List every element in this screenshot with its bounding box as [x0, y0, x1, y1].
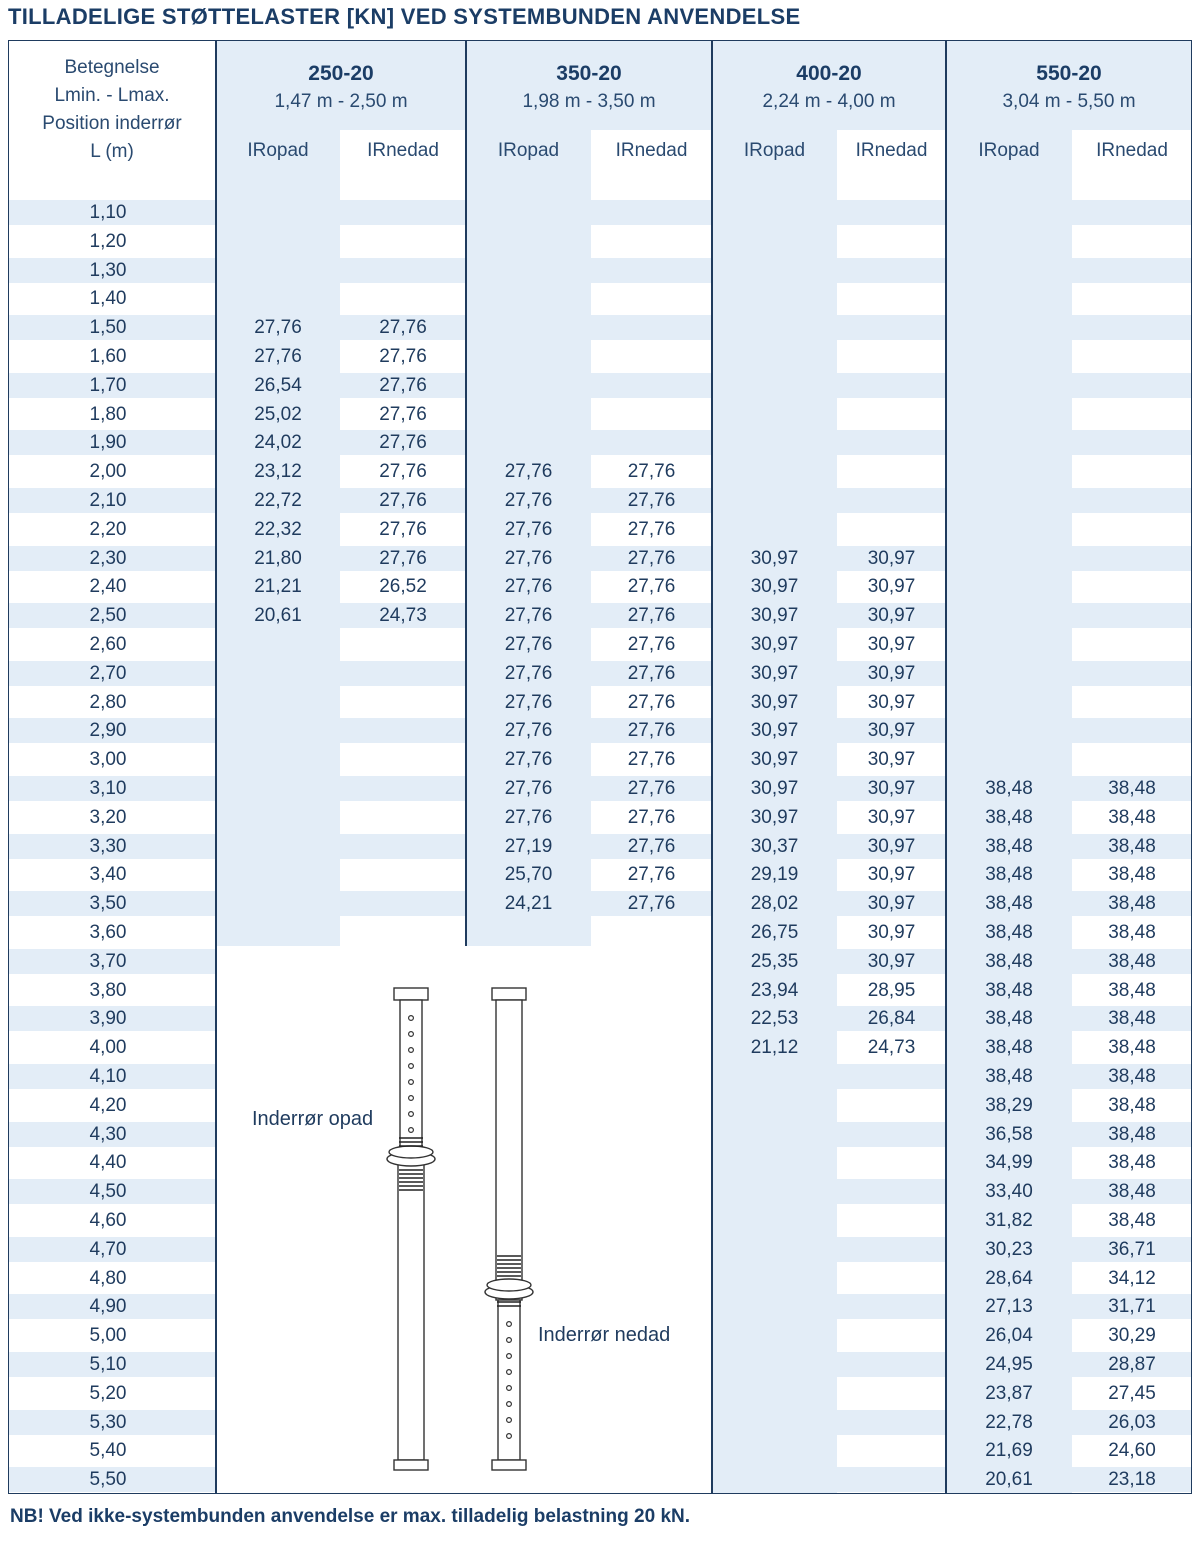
row-length-label: 4,10 — [89, 1066, 127, 1087]
load-value-cell: 34,99 — [985, 1152, 1033, 1174]
load-value-cell: 30,97 — [750, 634, 799, 655]
row-length-label: 1,70 — [89, 374, 127, 396]
row-length-label: 3,90 — [89, 1008, 127, 1030]
load-value-cell: 27,76 — [379, 518, 427, 540]
load-value-cell: 31,71 — [1108, 1296, 1156, 1318]
load-value-cell: 27,76 — [504, 576, 553, 598]
group-header-550 — [946, 60, 1192, 116]
load-value-cell: 27,76 — [379, 317, 427, 339]
row-length-label: 1,40 — [89, 288, 127, 310]
load-value-cell: 26,84 — [867, 1008, 916, 1030]
subheader-350-nedad: IRnedad — [615, 140, 688, 161]
load-value-cell: 27,76 — [379, 403, 427, 425]
load-value-cell: 38,48 — [1108, 1181, 1156, 1203]
load-value-cell: 21,21 — [254, 576, 302, 598]
row-length-label: 4,80 — [89, 1267, 127, 1289]
group-header-350 — [466, 60, 712, 116]
load-value-cell: 27,76 — [627, 864, 676, 886]
load-value-cell: 30,37 — [750, 835, 799, 857]
row-length-label: 3,10 — [89, 778, 127, 799]
row-length-label: 4,50 — [89, 1181, 127, 1203]
load-value-cell: 27,76 — [627, 461, 676, 483]
row-length-label: 2,20 — [89, 518, 127, 540]
row-length-label: 4,20 — [89, 1094, 127, 1116]
row-length-label: 3,50 — [89, 893, 127, 915]
row-length-label: 1,90 — [89, 432, 127, 454]
row-length-label: 1,60 — [89, 346, 127, 367]
load-value-cell: 30,97 — [750, 749, 799, 771]
load-value-cell: 30,97 — [750, 662, 799, 684]
prop-up-label: Inderrør opad — [252, 1108, 374, 1130]
load-value-cell: 28,95 — [867, 979, 916, 1001]
load-value-cell: 30,97 — [750, 576, 799, 598]
page-title: TILLADELIGE STØTTELASTER [KN] VED SYSTEMBUNDEN ANVENDELSE — [8, 4, 801, 29]
load-value-cell: 38,48 — [1108, 864, 1156, 886]
group-name: 250-20 — [308, 62, 374, 85]
group-header-400 — [712, 60, 946, 116]
load-value-cell: 21,80 — [254, 547, 302, 569]
group-range: 1,98 m - 3,50 m — [522, 91, 656, 112]
load-value-cell: 27,76 — [627, 835, 676, 857]
load-value-cell: 38,48 — [1108, 1008, 1156, 1030]
row-length-label: 3,30 — [89, 835, 127, 857]
load-value-cell: 27,76 — [504, 778, 553, 799]
load-value-cell: 38,48 — [1108, 806, 1156, 828]
load-value-cell: 26,04 — [985, 1325, 1033, 1347]
load-value-cell: 30,97 — [750, 547, 799, 569]
load-value-cell: 30,97 — [867, 605, 916, 627]
load-value-cell: 23,18 — [1108, 1469, 1156, 1491]
row-length-label: 3,70 — [89, 950, 127, 972]
load-value-cell: 31,82 — [985, 1210, 1033, 1231]
load-value-cell: 27,76 — [504, 720, 553, 742]
load-value-cell: 26,03 — [1108, 1411, 1156, 1433]
group-header-250 — [216, 60, 466, 116]
load-value-cell: 38,48 — [1108, 922, 1156, 943]
subheader-400-opad: IRopad — [743, 140, 806, 161]
load-value-cell: 38,48 — [985, 1037, 1033, 1059]
load-value-cell: 30,97 — [750, 806, 799, 828]
load-value-cell: 30,97 — [867, 720, 916, 742]
load-value-cell: 38,48 — [985, 864, 1033, 886]
row-length-label: 4,60 — [89, 1210, 127, 1231]
load-value-cell: 27,76 — [504, 461, 553, 483]
row-length-label: 2,00 — [89, 461, 127, 483]
row-length-label: 2,40 — [89, 576, 127, 598]
load-value-cell: 38,48 — [985, 778, 1033, 799]
load-value-cell: 22,72 — [254, 490, 302, 511]
load-value-cell: 25,02 — [254, 403, 302, 425]
load-value-cell: 22,78 — [985, 1411, 1033, 1433]
load-value-cell: 30,23 — [985, 1238, 1033, 1260]
load-value-cell: 29,19 — [750, 864, 799, 886]
load-value-cell: 28,64 — [985, 1267, 1033, 1289]
load-value-cell: 27,76 — [627, 605, 676, 627]
load-value-cell: 27,76 — [504, 490, 553, 511]
load-value-cell: 27,76 — [627, 778, 676, 799]
load-value-cell: 27,76 — [504, 662, 553, 684]
load-value-cell: 38,48 — [1108, 835, 1156, 857]
load-value-cell: 27,76 — [627, 662, 676, 684]
load-value-cell: 27,76 — [627, 749, 676, 771]
load-value-cell: 38,48 — [1108, 1037, 1156, 1059]
load-value-cell: 30,97 — [867, 547, 916, 569]
load-value-cell: 27,76 — [627, 547, 676, 569]
load-value-cell: 38,48 — [1108, 1210, 1156, 1231]
load-value-cell: 30,97 — [867, 806, 916, 828]
group-name: 350-20 — [556, 62, 622, 85]
load-value-cell: 21,69 — [985, 1440, 1033, 1462]
load-value-cell: 27,76 — [254, 346, 302, 367]
row-length-label: 3,40 — [89, 864, 127, 886]
load-value-cell: 30,97 — [867, 950, 916, 972]
load-value-cell: 27,76 — [627, 576, 676, 598]
row-length-label: 1,10 — [89, 202, 127, 223]
load-value-cell: 24,60 — [1108, 1440, 1156, 1462]
load-value-cell: 27,76 — [627, 518, 676, 540]
row-length-label: 2,70 — [89, 662, 127, 684]
group-name: 550-20 — [1036, 62, 1102, 85]
row-length-label: 4,30 — [89, 1123, 127, 1145]
load-value-cell: 24,73 — [379, 605, 427, 627]
row-label-line: Lmin. - Lmax. — [54, 85, 170, 106]
load-value-cell: 38,48 — [985, 979, 1033, 1001]
load-value-cell: 27,19 — [504, 835, 553, 857]
load-value-cell: 24,95 — [985, 1354, 1033, 1375]
load-value-cell: 33,40 — [985, 1181, 1033, 1203]
group-range: 2,24 m - 4,00 m — [762, 91, 896, 112]
load-value-cell: 27,76 — [504, 634, 553, 655]
load-value-cell: 26,52 — [379, 576, 427, 598]
load-value-cell: 27,76 — [627, 720, 676, 742]
load-value-cell: 38,48 — [1108, 1066, 1156, 1087]
load-value-cell: 38,48 — [985, 1066, 1033, 1087]
load-value-cell: 26,75 — [750, 922, 799, 943]
row-label-header — [8, 54, 216, 166]
row-length-label: 1,80 — [89, 403, 127, 425]
subheader-250-nedad: IRnedad — [367, 140, 439, 161]
load-value-cell: 30,29 — [1108, 1325, 1156, 1347]
load-value-cell: 21,12 — [750, 1037, 799, 1059]
subheader-350-opad: IRopad — [497, 140, 560, 161]
load-value-cell: 27,76 — [504, 691, 553, 713]
load-value-cell: 36,71 — [1108, 1238, 1156, 1260]
row-length-label: 2,90 — [89, 720, 127, 742]
load-value-cell: 28,87 — [1108, 1354, 1156, 1375]
load-value-cell: 38,48 — [985, 893, 1033, 915]
load-value-cell: 27,76 — [379, 461, 427, 483]
load-value-cell: 36,58 — [985, 1123, 1033, 1145]
load-value-cell: 26,54 — [254, 374, 302, 396]
row-label-line: Betegnelse — [64, 57, 160, 78]
load-value-cell: 30,97 — [750, 720, 799, 742]
load-value-cell: 38,48 — [985, 835, 1033, 857]
load-value-cell: 38,48 — [985, 1008, 1033, 1030]
load-value-cell: 27,76 — [379, 346, 427, 367]
load-value-cell: 30,97 — [867, 835, 916, 857]
load-value-cell: 38,48 — [1108, 950, 1156, 972]
load-value-cell: 30,97 — [750, 691, 799, 713]
row-length-label: 5,50 — [89, 1469, 127, 1491]
row-length-label: 5,10 — [89, 1354, 127, 1375]
row-length-label: 3,00 — [89, 749, 127, 771]
prop-inner-tube-down-illustration — [476, 984, 556, 1474]
load-value-cell: 27,76 — [627, 490, 676, 511]
load-value-cell: 30,97 — [867, 778, 916, 799]
row-length-label: 5,20 — [89, 1382, 127, 1404]
group-range: 3,04 m - 5,50 m — [1002, 91, 1136, 112]
row-length-label: 5,30 — [89, 1411, 127, 1433]
prop-down-label: Inderrør nedad — [538, 1324, 671, 1346]
load-value-cell: 30,97 — [867, 691, 916, 713]
row-length-label: 4,90 — [89, 1296, 127, 1318]
load-value-cell: 25,70 — [504, 864, 553, 886]
row-length-label: 1,20 — [89, 230, 127, 252]
load-value-cell: 27,76 — [627, 634, 676, 655]
load-value-cell: 30,97 — [750, 605, 799, 627]
load-value-cell: 22,32 — [254, 518, 302, 540]
load-value-cell: 27,76 — [627, 806, 676, 828]
load-value-cell: 23,94 — [750, 979, 799, 1001]
load-value-cell: 38,48 — [985, 950, 1033, 972]
load-value-cell: 38,48 — [1108, 893, 1156, 915]
load-value-cell: 27,76 — [254, 317, 302, 339]
subheader-550-nedad: IRnedad — [1096, 140, 1168, 161]
load-value-cell: 30,97 — [867, 922, 916, 943]
row-length-label: 2,50 — [89, 605, 127, 627]
row-length-label: 4,40 — [89, 1152, 127, 1174]
load-value-cell: 38,48 — [1108, 1123, 1156, 1145]
load-value-cell: 30,97 — [867, 634, 916, 655]
load-table — [8, 40, 1192, 1494]
load-value-cell: 24,02 — [254, 432, 302, 454]
row-length-label: 3,20 — [89, 806, 127, 828]
load-value-cell: 27,76 — [504, 806, 553, 828]
row-length-label: 4,00 — [89, 1037, 127, 1059]
load-value-cell: 27,76 — [627, 691, 676, 713]
load-value-cell: 30,97 — [867, 576, 916, 598]
row-length-label: 2,30 — [89, 547, 127, 569]
load-value-cell: 27,76 — [504, 749, 553, 771]
load-value-cell: 27,76 — [504, 547, 553, 569]
load-value-cell: 27,13 — [985, 1296, 1033, 1318]
group-name: 400-20 — [796, 62, 862, 85]
prop-inner-tube-up-illustration — [378, 984, 458, 1474]
load-value-cell: 38,48 — [1108, 979, 1156, 1001]
footnote: NB! Ved ikke-systembunden anvendelse er max. tilladelig belastning 20 kN. — [10, 1506, 691, 1527]
row-length-label: 3,80 — [89, 979, 127, 1001]
load-value-cell: 38,48 — [1108, 1152, 1156, 1174]
load-value-cell: 20,61 — [985, 1469, 1033, 1491]
subheader-400-nedad: IRnedad — [855, 140, 928, 161]
row-length-label: 2,60 — [89, 634, 127, 655]
load-value-cell: 27,45 — [1108, 1382, 1156, 1404]
load-value-cell: 38,48 — [1108, 1094, 1156, 1116]
group-range: 1,47 m - 2,50 m — [274, 91, 408, 112]
load-value-cell: 30,97 — [867, 662, 916, 684]
load-value-cell: 25,35 — [750, 950, 799, 972]
row-length-label: 3,60 — [89, 922, 127, 943]
row-length-label: 4,70 — [89, 1238, 127, 1260]
load-value-cell: 30,97 — [867, 749, 916, 771]
load-value-cell: 30,97 — [867, 893, 916, 915]
load-value-cell: 22,53 — [750, 1008, 799, 1030]
row-label-line: Position inderrør — [42, 113, 182, 134]
load-value-cell: 38,48 — [985, 806, 1033, 828]
load-value-cell: 38,48 — [985, 922, 1033, 943]
subheader-250-opad: IRopad — [247, 140, 309, 161]
load-value-cell: 38,48 — [1108, 778, 1156, 799]
load-value-cell: 27,76 — [504, 605, 553, 627]
load-value-cell: 27,76 — [379, 547, 427, 569]
row-length-label: 5,00 — [89, 1325, 127, 1347]
load-value-cell: 38,29 — [985, 1094, 1033, 1116]
load-value-cell: 27,76 — [379, 490, 427, 511]
load-value-cell: 30,97 — [750, 778, 799, 799]
load-value-cell: 24,73 — [867, 1037, 916, 1059]
row-label-line: L (m) — [90, 141, 134, 162]
load-value-cell: 27,76 — [504, 518, 553, 540]
load-value-cell: 23,12 — [254, 461, 302, 483]
load-value-cell: 27,76 — [379, 432, 427, 454]
load-value-cell: 27,76 — [627, 893, 676, 915]
row-length-label: 5,40 — [89, 1440, 127, 1462]
load-value-cell: 20,61 — [254, 605, 302, 627]
row-length-label: 2,80 — [89, 691, 127, 713]
row-length-label: 1,50 — [89, 317, 127, 339]
row-length-label: 1,30 — [89, 259, 127, 281]
load-value-cell: 23,87 — [985, 1382, 1033, 1404]
load-value-cell: 30,97 — [867, 864, 916, 886]
subheader-550-opad: IRopad — [978, 140, 1040, 161]
load-value-cell: 24,21 — [504, 893, 553, 915]
row-length-label: 2,10 — [89, 490, 127, 511]
load-value-cell: 27,76 — [379, 374, 427, 396]
load-value-cell: 28,02 — [750, 893, 799, 915]
load-value-cell: 34,12 — [1108, 1267, 1156, 1289]
